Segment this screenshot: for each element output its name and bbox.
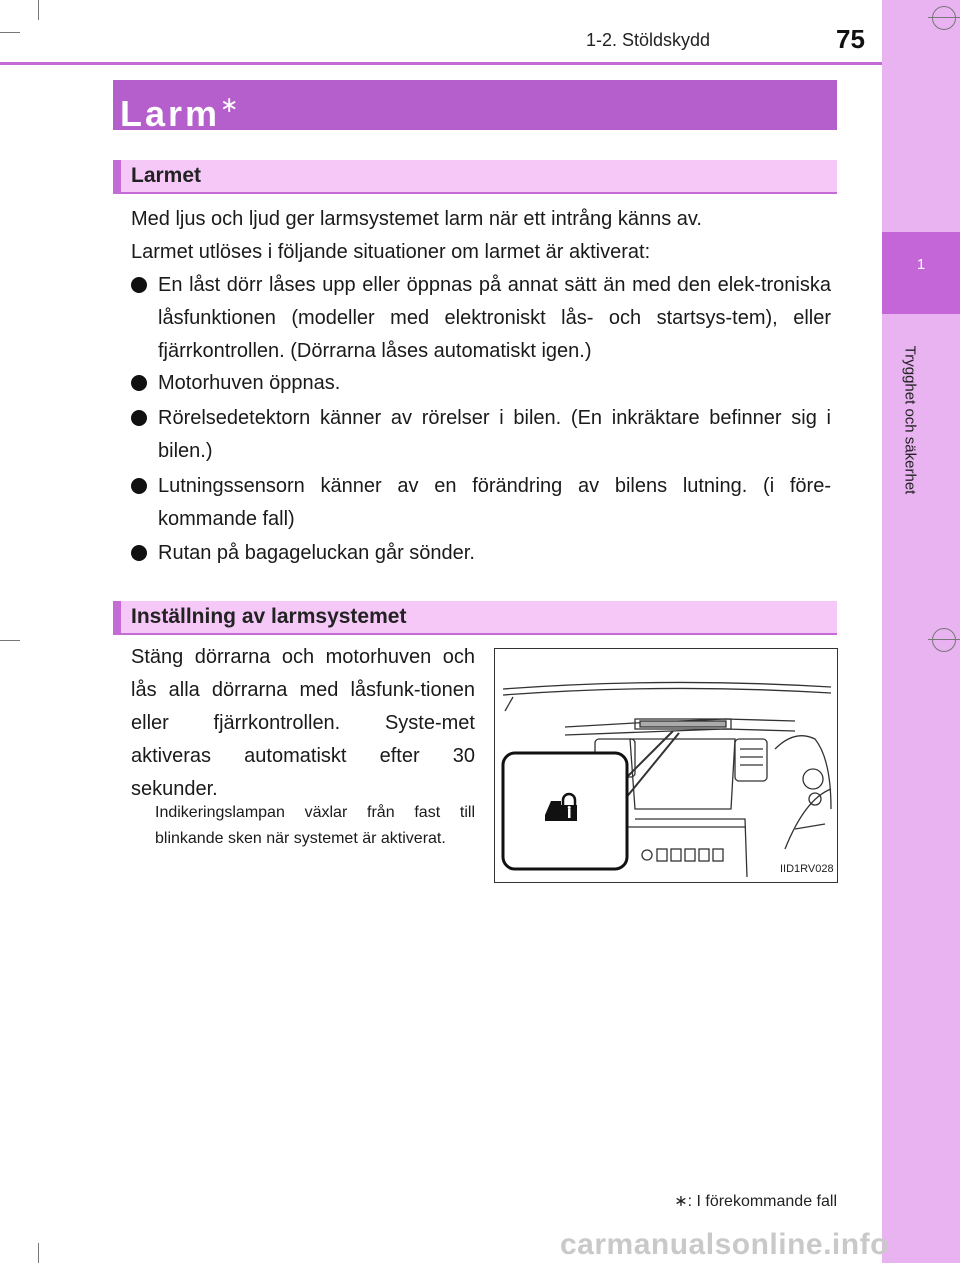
bullet-icon <box>131 375 147 391</box>
crop-mark <box>928 17 960 18</box>
chapter-tab-number: 1 <box>916 256 926 273</box>
bullet-icon <box>131 478 147 494</box>
registration-mark-icon <box>932 6 956 30</box>
section-heading-larmet <box>113 160 837 194</box>
list-item <box>131 269 831 368</box>
section-heading-installning <box>113 601 837 635</box>
figure-code: IID1RV028 <box>780 863 834 875</box>
list-item <box>131 537 831 570</box>
list-item-text: Motorhuven öppnas. <box>158 372 341 394</box>
bullet-icon <box>131 410 147 426</box>
list-item <box>131 470 831 536</box>
crop-mark <box>38 1243 39 1263</box>
install-paragraph: Stäng dörrarna och motorhuven och lås alla dörrarna med låsfunk-tionen eller fjärrkontrollen. Syste-met aktiveras automatiskt efter 30 sekunder. <box>131 646 475 800</box>
watermark: carmanualsonline.info <box>560 1228 889 1261</box>
footnote: ∗: I förekommande fall <box>674 1193 837 1210</box>
list-item-text: Rörelsedetektorn känner av rörelser i bilen. (En inkräktare befinner sig i bilen.) <box>158 407 831 462</box>
intro-paragraph-line2: Larmet utlöses i följande situationer om larmet är aktiverat: <box>131 241 651 263</box>
list-item-text: Lutningssensorn känner av en förändring av bilens lutning. (i före-kommande fall) <box>158 475 831 530</box>
list-item <box>131 402 831 468</box>
list-item-text: En låst dörr låses upp eller öppnas på annat sätt än med den elek-troniska låsfunktionen (modeller med elektroniskt lås- och startsys-tem), eller fjärrkontrollen. (Dörrarna låses automatiskt igen.) <box>158 274 831 362</box>
crop-mark <box>0 640 20 641</box>
bullet-icon <box>131 277 147 293</box>
bullet-icon <box>131 545 147 561</box>
page-number: 75 <box>836 24 865 54</box>
page-title <box>120 80 239 134</box>
registration-mark-icon <box>932 628 956 652</box>
install-note: Indikeringslampan växlar från fast till blinkande sken när systemet är aktiverat. <box>155 804 475 847</box>
section-heading-text: Inställning av larmsystemet <box>131 605 407 628</box>
dashboard-illustration <box>494 648 838 883</box>
title-footnote-marker: ∗ <box>220 92 239 117</box>
header-section-title: 1-2. Stöldskydd <box>586 30 711 50</box>
list-item <box>131 367 831 400</box>
chapter-tab-label: Trygghet och säkerhet <box>901 345 919 495</box>
list-item-text: Rutan på bagageluckan går sönder. <box>158 542 475 564</box>
section-heading-text: Larmet <box>131 164 202 187</box>
page-title-text: Larm <box>120 93 221 134</box>
chapter-tab-active[interactable] <box>882 232 960 314</box>
crop-mark <box>928 639 960 640</box>
dashboard-drawing <box>495 649 837 882</box>
header-divider <box>0 62 882 65</box>
intro-paragraph-line1: Med ljus och ljud ger larmsystemet larm när ett intrång känns av. <box>131 208 702 230</box>
crop-mark <box>0 32 20 33</box>
crop-mark <box>38 0 39 20</box>
